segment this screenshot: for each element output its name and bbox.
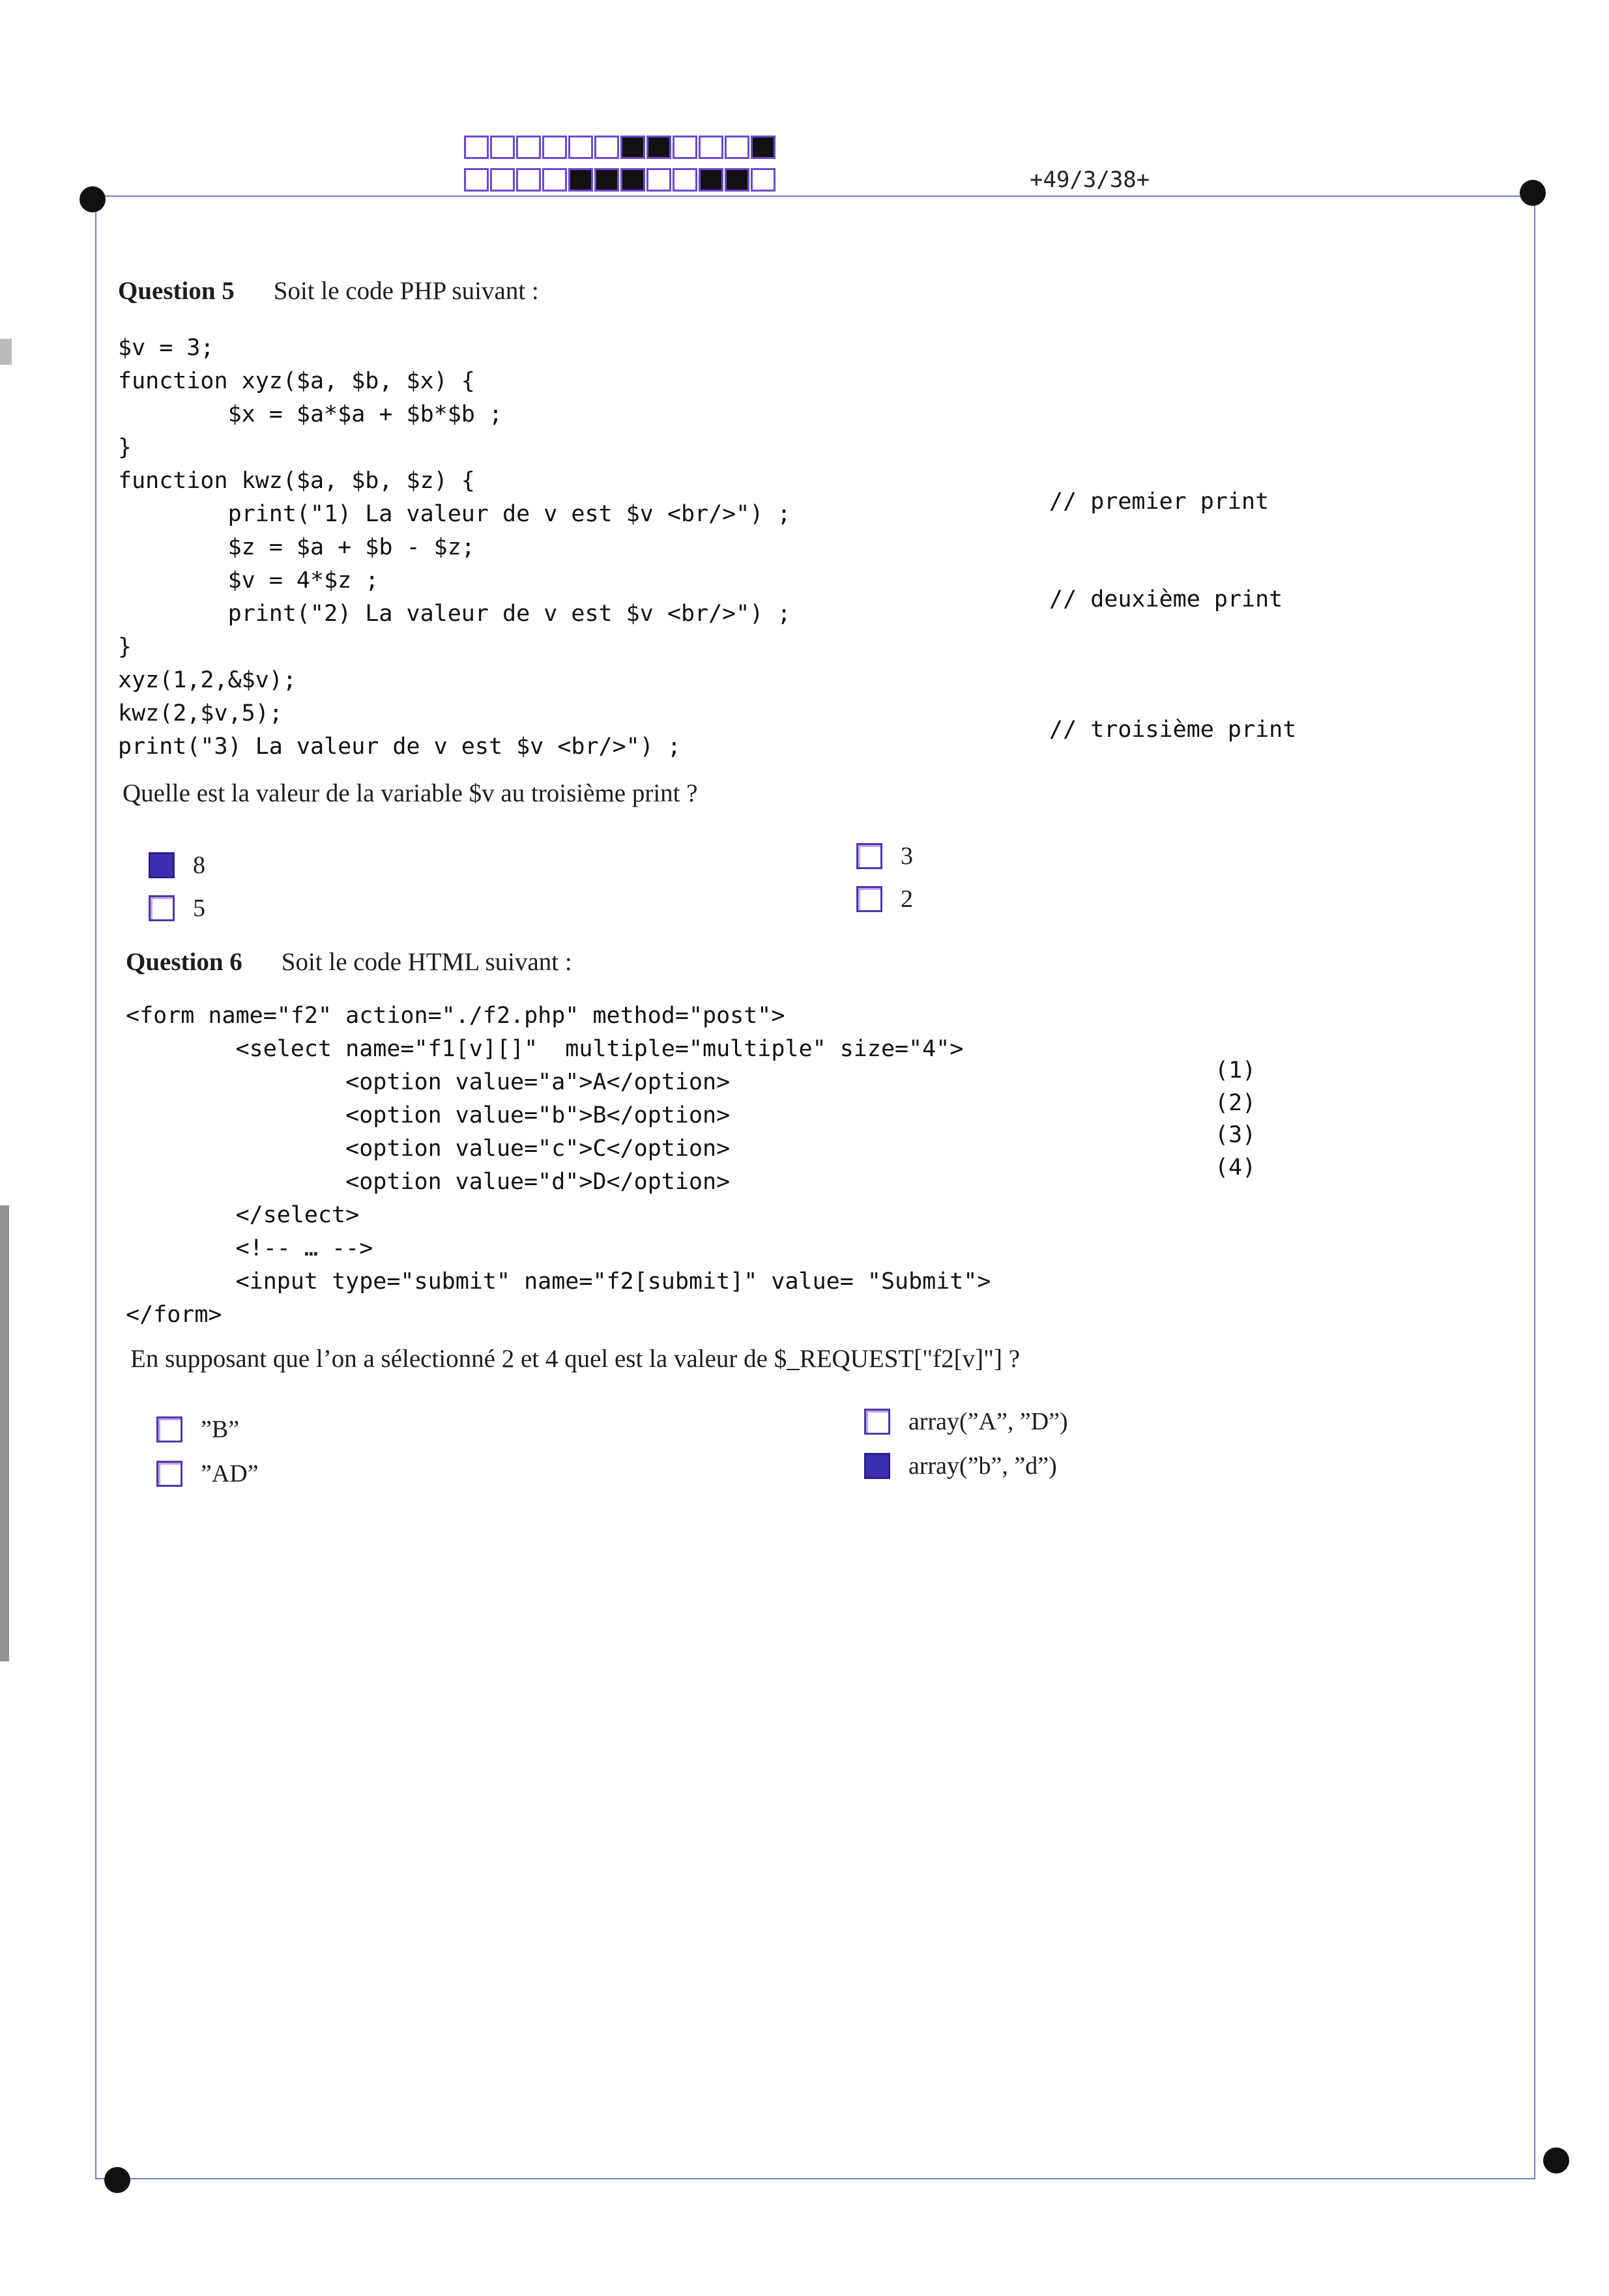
barcode-cell (490, 136, 515, 159)
corner-mark-bottom-left (104, 2167, 130, 2193)
answer-choice[interactable] (149, 894, 205, 923)
barcode-cell (751, 168, 776, 192)
scan-edge (0, 339, 12, 365)
question-5-heading (118, 276, 539, 306)
checkbox[interactable] (156, 1461, 182, 1487)
answer-choice[interactable] (149, 851, 205, 880)
barcode-cell (568, 168, 593, 192)
barcode-cell (725, 136, 749, 159)
barcode-cell (594, 136, 619, 159)
corner-mark-top-left (80, 186, 106, 212)
answer-choice[interactable] (864, 1452, 1057, 1480)
choice-label: array(”b”, ”d”) (908, 1452, 1057, 1480)
choice-label: array(”A”, ”D”) (908, 1408, 1068, 1435)
barcode-cell (725, 168, 749, 192)
barcode-cell (699, 168, 723, 192)
option-line-number: (2) (1215, 1090, 1256, 1116)
barcode-top (464, 136, 777, 159)
question-intro: Soit le code PHP suivant : (273, 277, 539, 305)
barcode-cell (751, 136, 776, 159)
answer-choice[interactable] (156, 1415, 239, 1444)
barcode-cell (673, 168, 697, 192)
barcode-cell (516, 136, 541, 159)
question-label: Question 6 (126, 948, 242, 976)
answer-choice[interactable] (856, 842, 913, 870)
question-label: Question 5 (118, 277, 235, 305)
option-line-number: (4) (1215, 1155, 1256, 1181)
barcode-cell (699, 136, 723, 159)
code-comment: // premier print (1049, 489, 1269, 515)
barcode-bottom (464, 168, 777, 192)
answer-choice[interactable] (156, 1459, 259, 1488)
question-6-heading (126, 947, 572, 977)
option-line-number: (3) (1215, 1122, 1256, 1148)
barcode-cell (594, 168, 619, 192)
code-comment: // troisième print (1049, 717, 1297, 743)
choice-label: ”B” (201, 1416, 240, 1443)
barcode-cell (646, 168, 671, 192)
barcode-cell (516, 168, 541, 192)
option-line-number: (1) (1215, 1057, 1256, 1083)
barcode-cell (542, 168, 567, 192)
checkbox[interactable] (149, 852, 175, 878)
question-intro: Soit le code HTML suivant : (281, 948, 572, 976)
checkbox[interactable] (856, 886, 882, 912)
php-code-block: $v = 3; function xyz($a, $b, $x) { $x = $a*$a + $b*$b ; } function kwz($a, $b, $z) { print("1) La valeur de v est $v <br/>") ; $z = $a + $b - $z; $v = 4*$z ; print("2) La valeur de v est $v <br/>") ; } xyz(1,2,&$v); kwz(2,$v,5); print("3) La valeur de v est $v <br/>") ; (118, 335, 791, 760)
corner-mark-top-right (1520, 180, 1546, 206)
checkbox[interactable] (864, 1453, 890, 1479)
answer-choice[interactable] (864, 1407, 1068, 1436)
question-5-prompt: Quelle est la valeur de la variable $v au troisième print ? (123, 779, 698, 807)
choice-label: ”AD” (201, 1460, 259, 1487)
barcode-cell (620, 168, 645, 192)
barcode-cell (464, 136, 489, 159)
checkbox[interactable] (864, 1409, 890, 1435)
choice-label: 2 (901, 885, 913, 913)
barcode-cell (620, 136, 645, 159)
choice-label: 8 (193, 852, 205, 879)
question-6-prompt: En supposant que l’on a sélectionné 2 et 4 quel est la valeur de $_REQUEST["f2[v]"] ? (130, 1345, 1021, 1373)
barcode-cell (646, 136, 671, 159)
checkbox[interactable] (149, 895, 175, 921)
barcode-cell (490, 168, 515, 192)
page-code: +49/3/38+ (1030, 167, 1150, 193)
barcode-cell (464, 168, 489, 192)
checkbox[interactable] (156, 1416, 182, 1442)
barcode-cell (673, 136, 697, 159)
code-comment: // deuxième print (1049, 586, 1283, 612)
barcode-cell (568, 136, 593, 159)
corner-mark-bottom-right (1543, 2147, 1569, 2174)
choice-label: 5 (193, 895, 205, 922)
choice-label: 3 (901, 842, 913, 870)
scan-edge (0, 1205, 9, 1661)
checkbox[interactable] (856, 843, 882, 869)
barcode-cell (542, 136, 567, 159)
answer-choice[interactable] (856, 885, 913, 913)
html-code-block: <form name="f2" action="./f2.php" method="post"> <select name="f1[v][]" multiple="multiple" size="4"> <option value="a">A</option> <option value="b">B</option> <option value="c">C</option> <option value="d">D</option> </select> <!-- … --> <input type="submit" name="f2[submit]" value= "Submit"> </form> (126, 1003, 991, 1328)
